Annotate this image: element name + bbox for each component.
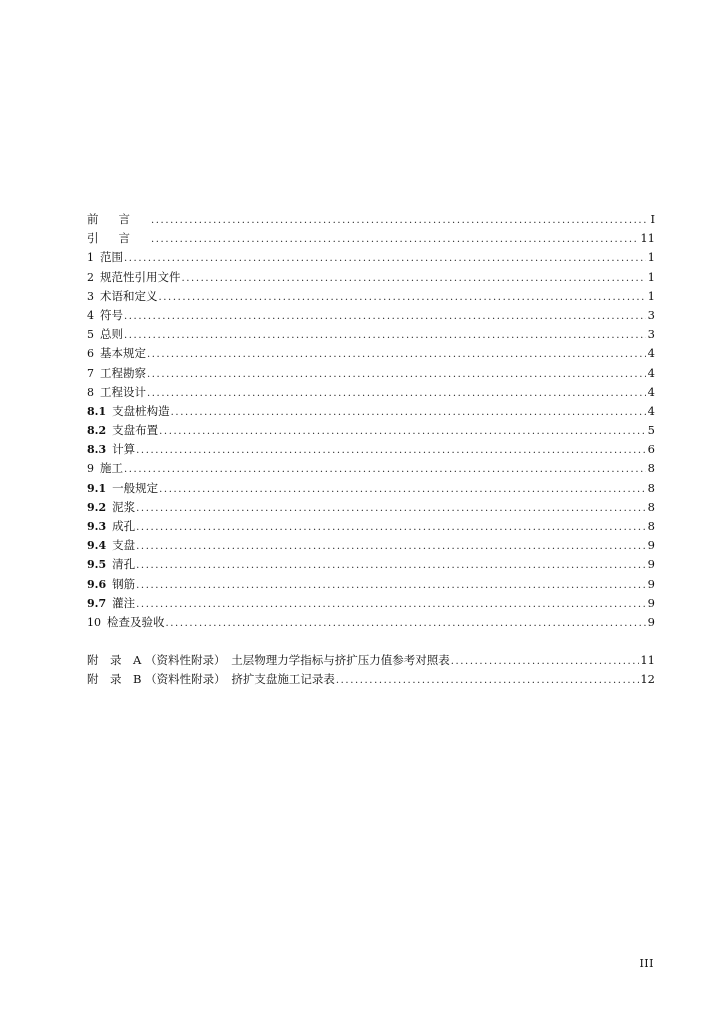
toc-entry-number: 9.6	[87, 577, 107, 591]
dot-leader	[171, 403, 646, 422]
toc-entry-page: 3	[647, 307, 655, 322]
toc-entry-page: 3	[647, 327, 655, 342]
dot-leader	[124, 307, 646, 326]
toc-entry-title: 支盘桩构造	[112, 403, 170, 418]
toc-entry-title: 泥浆	[112, 499, 136, 514]
toc-entry-page: 4	[647, 403, 655, 418]
toc-entry[interactable]	[87, 613, 655, 632]
toc-subentry[interactable]	[87, 440, 655, 459]
toc-entry-title: 成孔	[112, 519, 136, 533]
toc-entry[interactable]	[87, 325, 655, 344]
dot-leader	[147, 345, 646, 364]
toc-entry-page: 9	[647, 538, 655, 553]
toc-entry-title: 钢筋	[112, 576, 136, 591]
toc-entry-number: 4	[87, 308, 94, 322]
toc-entry-number: 9	[87, 462, 94, 476]
toc-entry-number: 5	[87, 328, 94, 342]
toc-subentry[interactable]	[87, 555, 655, 574]
dot-leader	[159, 288, 647, 307]
dot-leader	[151, 211, 646, 230]
toc-entry-title: 符号	[100, 307, 123, 322]
toc-entry[interactable]	[87, 344, 655, 363]
toc-appendix-title: 附 录 A （资料性附录） 土层物理力学指标与挤扩压力值参考对照表	[87, 653, 450, 668]
toc-entry-number: 9.3	[87, 520, 107, 533]
toc-subentry[interactable]	[87, 594, 655, 613]
toc-entry-title: 一般规定	[112, 480, 159, 495]
dot-leader	[136, 441, 646, 460]
toc-entry-title: 计算	[112, 442, 136, 457]
toc-entry-page: 9	[647, 595, 655, 610]
toc-appendix-a[interactable]	[87, 651, 655, 670]
dot-leader	[136, 576, 646, 595]
dot-leader	[166, 614, 647, 633]
toc-entry-number: 8	[87, 385, 94, 399]
table-of-contents	[87, 210, 655, 690]
toc-entry-number: 2	[87, 270, 94, 284]
toc-entry-number: 3	[87, 289, 94, 303]
toc-entry[interactable]	[87, 268, 655, 287]
dot-leader	[182, 269, 647, 288]
dot-leader	[147, 384, 646, 403]
toc-entry-foreword[interactable]	[87, 210, 655, 229]
toc-appendix-page: 11	[640, 653, 655, 668]
toc-entry-page: 4	[647, 365, 655, 380]
dot-leader	[136, 499, 646, 518]
toc-entry-page: 8	[647, 499, 655, 514]
toc-entry-title: 清孔	[112, 557, 136, 572]
dot-leader	[147, 365, 646, 384]
toc-entry[interactable]	[87, 287, 655, 306]
dot-leader	[124, 326, 646, 345]
dot-leader	[136, 556, 646, 575]
toc-entry-number: 9.7	[87, 596, 107, 610]
toc-subentry[interactable]	[87, 575, 655, 594]
toc-subentry[interactable]	[87, 421, 655, 440]
toc-entry-title: 术语和定义	[100, 288, 158, 303]
toc-subentry[interactable]	[87, 536, 655, 555]
toc-entry-title: 总则	[100, 327, 123, 342]
toc-entry-number: 7	[87, 366, 94, 380]
dot-leader	[336, 671, 640, 690]
toc-subentry[interactable]	[87, 402, 655, 421]
toc-appendix-page: 12	[640, 672, 655, 687]
toc-entry-number: 1	[87, 251, 94, 265]
toc-entry-number: 9.5	[87, 558, 107, 572]
toc-entry-number: 9.4	[87, 539, 107, 553]
toc-entry-title: 前言	[87, 212, 150, 226]
dot-leader	[159, 480, 646, 499]
toc-entry-title: 施工	[100, 461, 123, 476]
toc-entry-title: 工程勘察	[100, 365, 146, 380]
toc-entry-page: 8	[647, 480, 655, 495]
dot-leader	[136, 537, 646, 556]
dot-leader	[124, 249, 646, 268]
toc-entry-title: 基本规定	[100, 346, 146, 361]
toc-entry-title: 支盘	[112, 538, 136, 553]
toc-entry-page: 9	[647, 576, 655, 591]
toc-entry-page: 4	[647, 346, 655, 361]
dot-leader	[159, 422, 646, 441]
toc-entry-page: 1	[647, 288, 655, 303]
toc-entry-number: 8.3	[87, 443, 107, 457]
toc-entry-introduction[interactable]	[87, 229, 655, 248]
dot-leader	[451, 652, 640, 671]
toc-entry-title: 灌注	[112, 595, 136, 610]
toc-entry-page: 4	[647, 384, 655, 399]
toc-entry-title: 引言	[87, 231, 150, 246]
toc-entry[interactable]	[87, 306, 655, 325]
toc-entry-title: 检查及验收	[107, 614, 165, 629]
toc-entry-page: 9	[647, 557, 655, 572]
toc-entry-number: 6	[87, 347, 94, 361]
dot-leader	[151, 230, 639, 249]
toc-entry-page: 11	[640, 231, 655, 246]
toc-entry-number: 8.2	[87, 424, 107, 438]
toc-entry-title: 范围	[100, 250, 123, 265]
toc-entry-page: 1	[647, 269, 655, 284]
toc-appendix-title: 附 录 B （资料性附录） 挤扩支盘施工记录表	[87, 672, 335, 687]
toc-entry-page: 5	[647, 423, 655, 438]
toc-entry-page: I	[650, 212, 655, 226]
toc-entry-page: 9	[647, 614, 655, 629]
toc-entry[interactable]	[87, 383, 655, 402]
toc-entry[interactable]	[87, 459, 655, 478]
page-number: III	[639, 957, 654, 970]
toc-entry-number: 10	[87, 615, 101, 629]
toc-subentry[interactable]	[87, 498, 655, 517]
toc-entry-number: 8.1	[87, 404, 107, 418]
toc-entry-title: 工程设计	[100, 384, 146, 399]
toc-subentry[interactable]	[87, 517, 655, 536]
toc-entry-title: 支盘布置	[112, 423, 159, 438]
toc-subentry[interactable]	[87, 479, 655, 498]
toc-entry-page: 8	[647, 461, 655, 476]
dot-leader	[136, 518, 646, 537]
toc-entry-number: 9.1	[87, 481, 107, 495]
toc-entry-page: 8	[647, 519, 655, 533]
toc-entry-page: 6	[647, 442, 655, 457]
toc-entry[interactable]	[87, 364, 655, 383]
toc-entry-title: 规范性引用文件	[100, 269, 181, 284]
toc-entry-number: 9.2	[87, 500, 107, 514]
dot-leader	[136, 595, 646, 614]
dot-leader	[124, 460, 646, 479]
toc-entry-page: 1	[647, 250, 655, 265]
toc-entry[interactable]	[87, 248, 655, 267]
toc-appendix-b[interactable]	[87, 670, 655, 689]
